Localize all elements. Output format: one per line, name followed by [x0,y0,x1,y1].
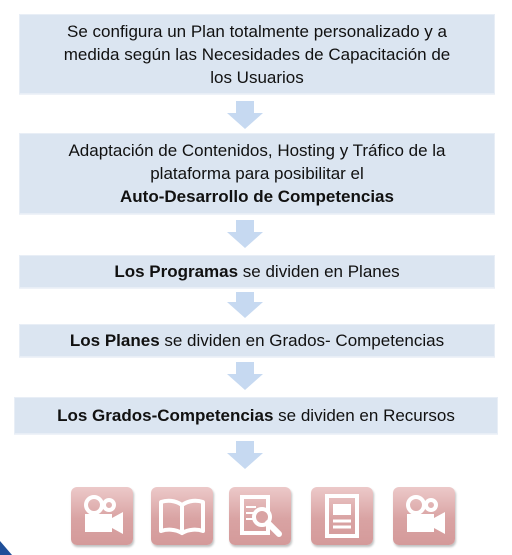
newspaper-icon [311,487,373,545]
step-programs [19,255,495,288]
step-content-adaptation-line-2: plataforma para posibilitar el [150,164,364,183]
step-programs-text [114,260,399,283]
open-book-icon [151,487,213,545]
auto-desarrollo-highlight: Auto-Desarrollo de Competencias [120,187,394,206]
step-content-adaptation [19,133,495,214]
step-configure-plan-line-2: medida según las Necesidades de Capacitación de [63,44,451,64]
grades-bold: Los Grados-Competencias [57,406,274,425]
step-configure-plan [19,14,495,94]
corner-accent [0,541,12,555]
step-plans [19,324,495,357]
video-camera-icon [71,487,133,545]
step-configure-plan-line-1: Se configura un Plan totalmente personalizado y a [67,21,447,41]
video-camera-icon [393,487,455,545]
step-grades-text [57,404,455,427]
plans-bold: Los Planes [69,331,160,350]
step-plans-text [70,329,444,352]
step-configure-plan-line-3: los Usuarios [210,67,304,87]
plans-rest: se dividen en Grados- Competencias [159,331,445,350]
document-search-icon [229,487,291,545]
step-content-adaptation-line-1: Adaptación de Contenidos, Hosting y Tráfico de la [68,141,446,160]
grades-rest: se dividen en Recursos [273,406,455,425]
programs-bold: Los Programas [114,262,239,281]
step-grades [14,397,498,434]
step-content-adaptation-line-3 [120,185,394,208]
programs-rest: se dividen en Planes [238,262,400,281]
